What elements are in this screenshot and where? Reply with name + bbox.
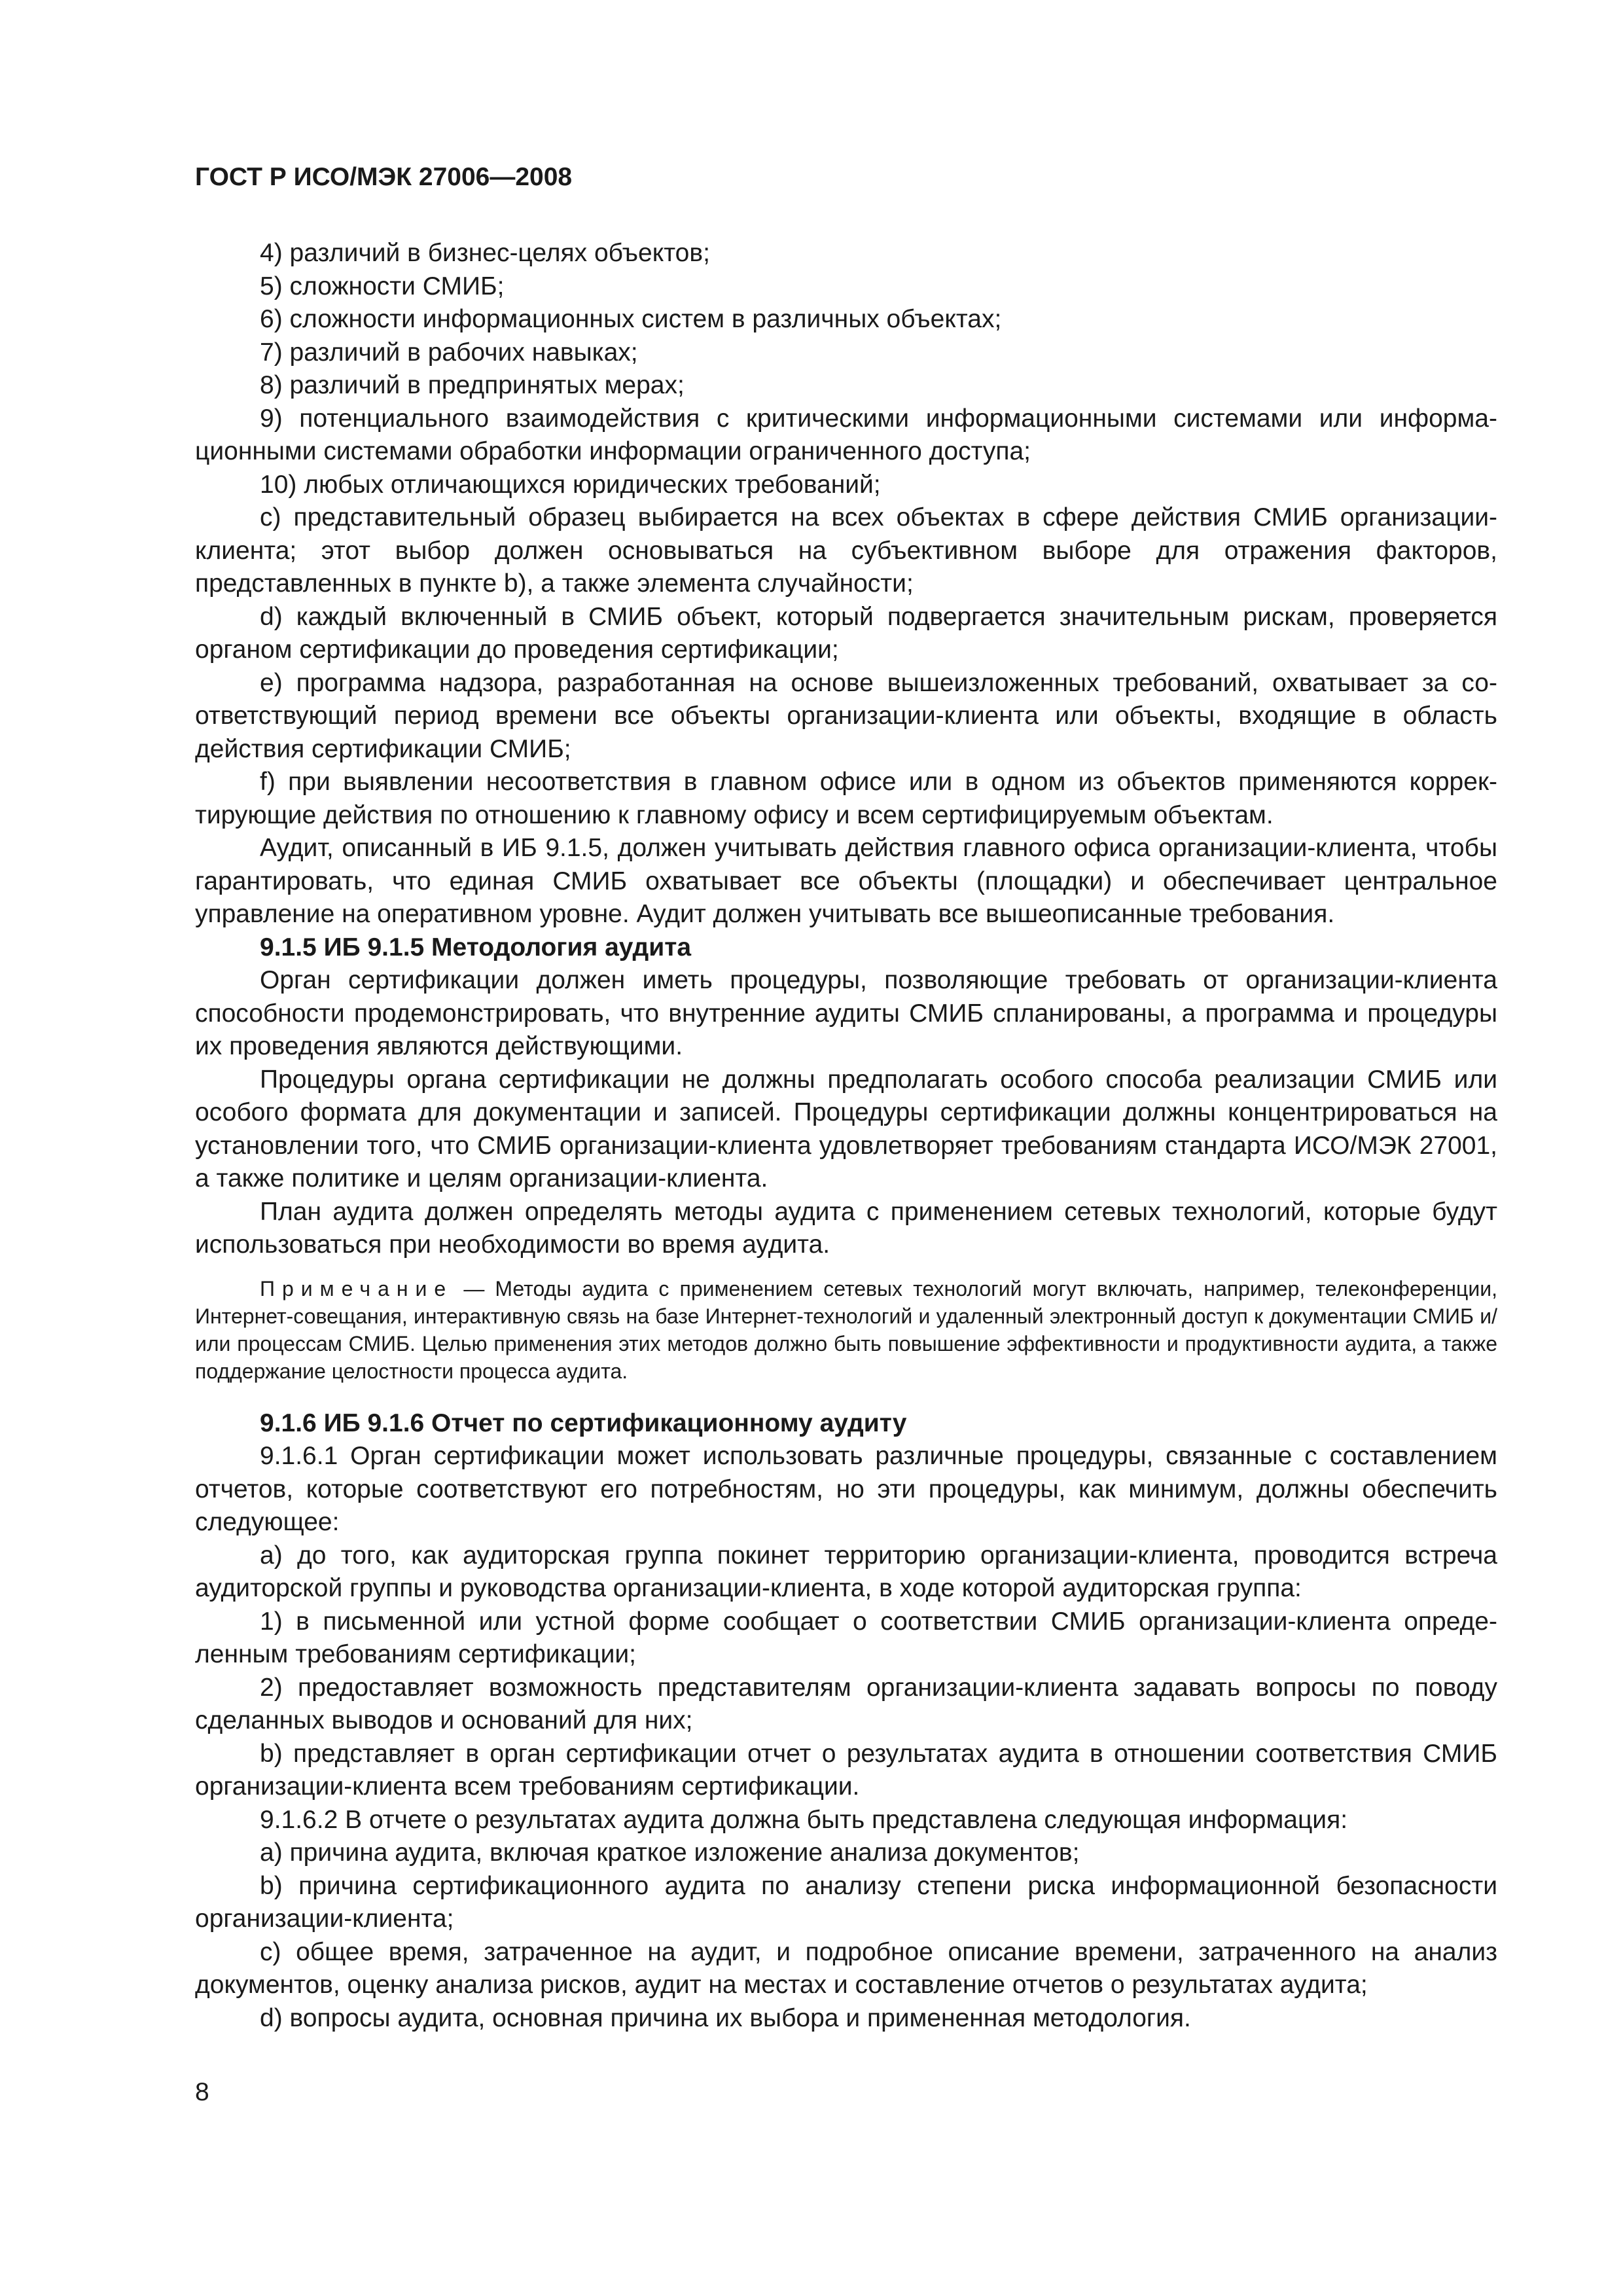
list-item-e: e) программа надзора, разработанная на основе вышеизложенных требований, охватывает за соответствующий период времени все объекты организации-клиента или объекты, входящие в область действия сертификации СМИБ; (195, 668, 1497, 763)
paragraph-915-2: Процедуры органа сертификации не должны предполагать особого способа реализации СМИБ или особого формата для документации и записей. Процедуры сертификации должны концентрироваться на установлении того, что СМИБ организации-клиента удовлетворяет требованиям стандарта ИСО/МЭК 27001, а также политике и целям организации-клиента. (195, 1065, 1497, 1193)
document-header: ГОСТ Р ИСО/МЭК 27006—2008 (195, 163, 573, 191)
note-label: Примечание (260, 1276, 454, 1300)
list-item-9162-a: a) причина аудита, включая краткое изложение анализа документов; (260, 1839, 1080, 1867)
section-heading-9-1-5: 9.1.5 ИБ 9.1.5 Методология аудита (260, 933, 692, 961)
list-item-9162-d: d) вопросы аудита, основная причина их выбора и примененная методология. (260, 2003, 1191, 2032)
list-item-8: 8) различий в предпринятых мерах; (260, 371, 685, 399)
list-item-916-b: b) представляет в орган сертификации отчет о результатах аудита в отношении соответствия СМИБ организации-клиента всем требованиям сертификации. (195, 1739, 1497, 1801)
note-text: — Методы аудита с применением сетевых технологий могут включать, например, телеконференции, Интернет-совещания, интерактивную связь на базе Интернет-технологий и удаленный электронный доступ к документации СМИБ и/или процессам СМИБ. Целью применения этих методов должно быть повышение эффективности и продуктивности аудита, а также поддержание целостности процесса аудита. (195, 1276, 1497, 1383)
paragraph-915-3: План аудита должен определять методы аудита с применением сетевых технологий, которые будут использоваться при необходимости во время аудита. (195, 1197, 1497, 1259)
list-item-4: 4) различий в бизнес-целях объектов; (260, 239, 710, 267)
paragraph-9161: 9.1.6.1 Орган сертификации может использовать различные процедуры, связанные с составлением отчетов, которые соответствуют его потребностям, но эти процедуры, как минимум, должны обеспечить следующее: (195, 1442, 1497, 1536)
document-body (195, 237, 1497, 2035)
list-item-6: 6) сложности информационных систем в различных объектах; (260, 305, 1002, 333)
list-item-9162-c: c) общее время, затраченное на аудит, и подробное описание времени, затраченного на анализ документов, оценку анализа рисков, аудит на местах и составление отчетов о результатах аудита; (195, 1937, 1497, 1999)
list-item-f: f) при выявлении несоответствия в главном офисе или в одном из объектов применяются корректирующие действия по отношению к главному офису и всем сертифицируемым объектам. (195, 768, 1497, 829)
paragraph-audit-head-office: Аудит, описанный в ИБ 9.1.5, должен учитывать действия главного офиса организации-клиента, чтобы гарантировать, что единая СМИБ охватывает все объекты (площадки) и обеспечивает центральное управление на оперативном уровне. Аудит должен учитывать все вышеописанные требования. (195, 834, 1497, 928)
list-item-9: 9) потенциального взаимодействия с критическими информационными системами или информационными системами обработки информации ограниченного доступа; (195, 404, 1497, 465)
list-item-9162-b: b) причина сертификационного аудита по анализу степени риска информационной безопасности организации-клиента; (195, 1871, 1497, 1933)
list-item-7: 7) различий в рабочих навыках; (260, 338, 638, 367)
paragraph-915-1: Орган сертификации должен иметь процедуры, позволяющие требовать от организации-клиента способности продемонстрировать, что внутренние аудиты СМИБ спланированы, а программа и процедуры их проведения являются действующими. (195, 966, 1497, 1060)
note (195, 1275, 1497, 1385)
list-item-c: c) представительный образец выбирается на всех объектах в сфере действия СМИБ организации-клиента; этот выбор должен основываться на субъективном выборе для отражения факторов, представленных в пункте b), а также элемента случайности; (195, 503, 1497, 598)
list-item-d: d) каждый включенный в СМИБ объект, который подвергается значительным рискам, проверяется органом сертификации до проведения сертификации; (195, 602, 1497, 664)
paragraph-9162: 9.1.6.2 В отчете о результатах аудита должна быть представлена следующая информация: (260, 1805, 1348, 1834)
page-number: 8 (195, 2078, 209, 2106)
list-item-916-a: a) до того, как аудиторская группа покинет территорию организации-клиента, проводится встреча аудиторской группы и руководства организации-клиента, в ходе которой аудиторская группа: (195, 1541, 1497, 1602)
list-item-5: 5) сложности СМИБ; (260, 272, 505, 300)
list-item-10: 10) любых отличающихся юридических требований; (260, 470, 881, 499)
list-item-916-a-1: 1) в письменной или устной форме сообщает о соответствии СМИБ организации-клиента определенным требованиям сертификации; (195, 1607, 1497, 1668)
section-heading-9-1-6: 9.1.6 ИБ 9.1.6 Отчет по сертификационному аудиту (260, 1408, 907, 1437)
list-item-916-a-2: 2) предоставляет возможность представителям организации-клиента задавать вопросы по поводу сделанных выводов и оснований для них; (195, 1673, 1497, 1734)
